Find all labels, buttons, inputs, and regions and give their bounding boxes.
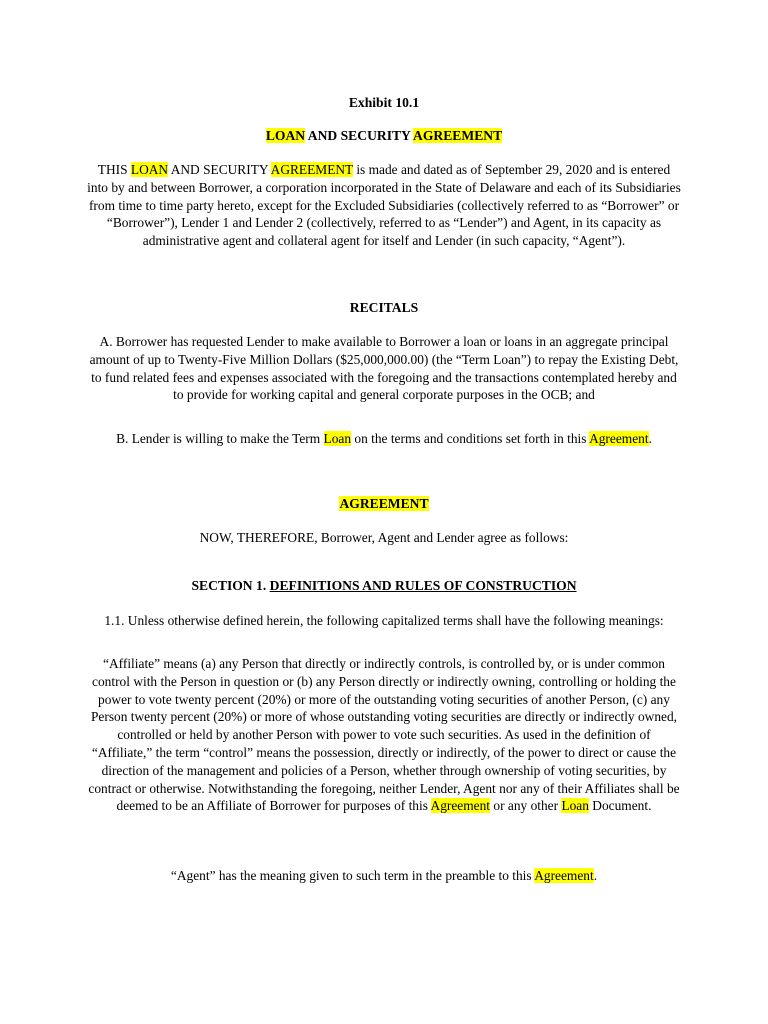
affiliate-loan-highlight: Loan (561, 798, 589, 814)
exhibit-label: Exhibit 10.1 (348, 95, 420, 110)
section-1-prefix: SECTION 1. (191, 578, 270, 593)
agreement-intro: NOW, THEREFORE, Borrower, Agent and Lender agree as follows: (199, 530, 569, 545)
agent-definition (86, 867, 682, 885)
recitals-heading: RECITALS (349, 300, 419, 315)
agent-text-end: . (593, 868, 598, 883)
recital-b-loan-highlight: Loan (323, 431, 352, 446)
preamble-text-start: THIS (97, 162, 131, 177)
recital-b (86, 430, 682, 448)
affiliate-agreement-highlight: Agreement (430, 798, 491, 814)
agent-text: “Agent” has the meaning given to such term in the preamble to this (170, 868, 535, 883)
document-title (0, 128, 768, 144)
preamble-paragraph (86, 161, 682, 250)
agreement-heading (0, 496, 768, 512)
recital-b-start: B. Lender is willing to make the Term (116, 431, 324, 446)
affiliate-text: “Affiliate” means (a) any Person that directly or indirectly controls, is controlled by, or is under common control with the Person in question or (b) any Person directly or indirectly owning, controlling or holding the power to vote twenty percent (20%) or more of the outstanding voting securities of another Person, (c) any Person twenty percent (20%) or more of whose outstanding voting securities are directly or indirectly owned, controlled or held by another Person with power to vote such securities. As used in the definition of “Affiliate,” the term “control” means the possession, directly or indirectly, of the power to direct or cause the direction of the management and policies of a Person, whether through ownership of voting securities, by contract or otherwise. Notwithstanding the foregoing, neither Lender, Agent nor any of their Affiliates shall be deemed to be an Affiliate of Borrower for purposes of this (88, 656, 680, 814)
agreement-heading-highlight: AGREEMENT (339, 496, 429, 511)
agent-agreement-highlight: Agreement (534, 868, 594, 883)
affiliate-text-end: Document. (588, 798, 652, 814)
section-1-title: DEFINITIONS AND RULES OF CONSTRUCTION (269, 578, 577, 593)
recital-b-agreement-highlight: Agreement (589, 431, 649, 446)
preamble-loan-highlight: LOAN (130, 162, 169, 177)
section-1-1-paragraph: 1.1. Unless otherwise defined herein, the following capitalized terms shall have the following meanings: (104, 613, 664, 628)
title-middle: AND SECURITY (305, 128, 414, 143)
preamble-text-mid: AND SECURITY (168, 162, 271, 177)
title-loan-highlight: LOAN (265, 128, 306, 143)
section-1-heading (0, 578, 768, 594)
recital-b-end: . (648, 431, 652, 446)
preamble-agreement-highlight: AGREEMENT (270, 162, 353, 177)
recital-a: A. Borrower has requested Lender to make available to Borrower a loan or loans in an aggregate principal amount of up to Twenty-Five Million Dollars ($25,000,000.00) (the “Term Loan”) to repay the Existing Debt, to fund related fees and expenses associated with the foregoing and the transactions contemplated hereby and to provide for working capital and general corporate purposes in the OCB; and (89, 334, 679, 403)
preamble-text-rest: is made and dated as of September 29, 2020 and is entered into by and between Borrower, a corporation incorporated in the State of Delaware and each of its Subsidiaries from time to time party hereto, except for the Excluded Subsidiaries (collectively referred to as “Borrower” or “Borrower”), Lender 1 and Lender 2 (collectively, referred to as “Lender”) and Agent, in its capacity as administrative agent and collateral agent for itself and Lender (in such capacity, “Agent”). (87, 162, 681, 249)
affiliate-text-mid: or any other (490, 798, 562, 814)
recital-b-mid: on the terms and conditions set forth in this (351, 431, 590, 446)
title-agreement-highlight: AGREEMENT (413, 128, 503, 143)
affiliate-definition (86, 655, 682, 815)
